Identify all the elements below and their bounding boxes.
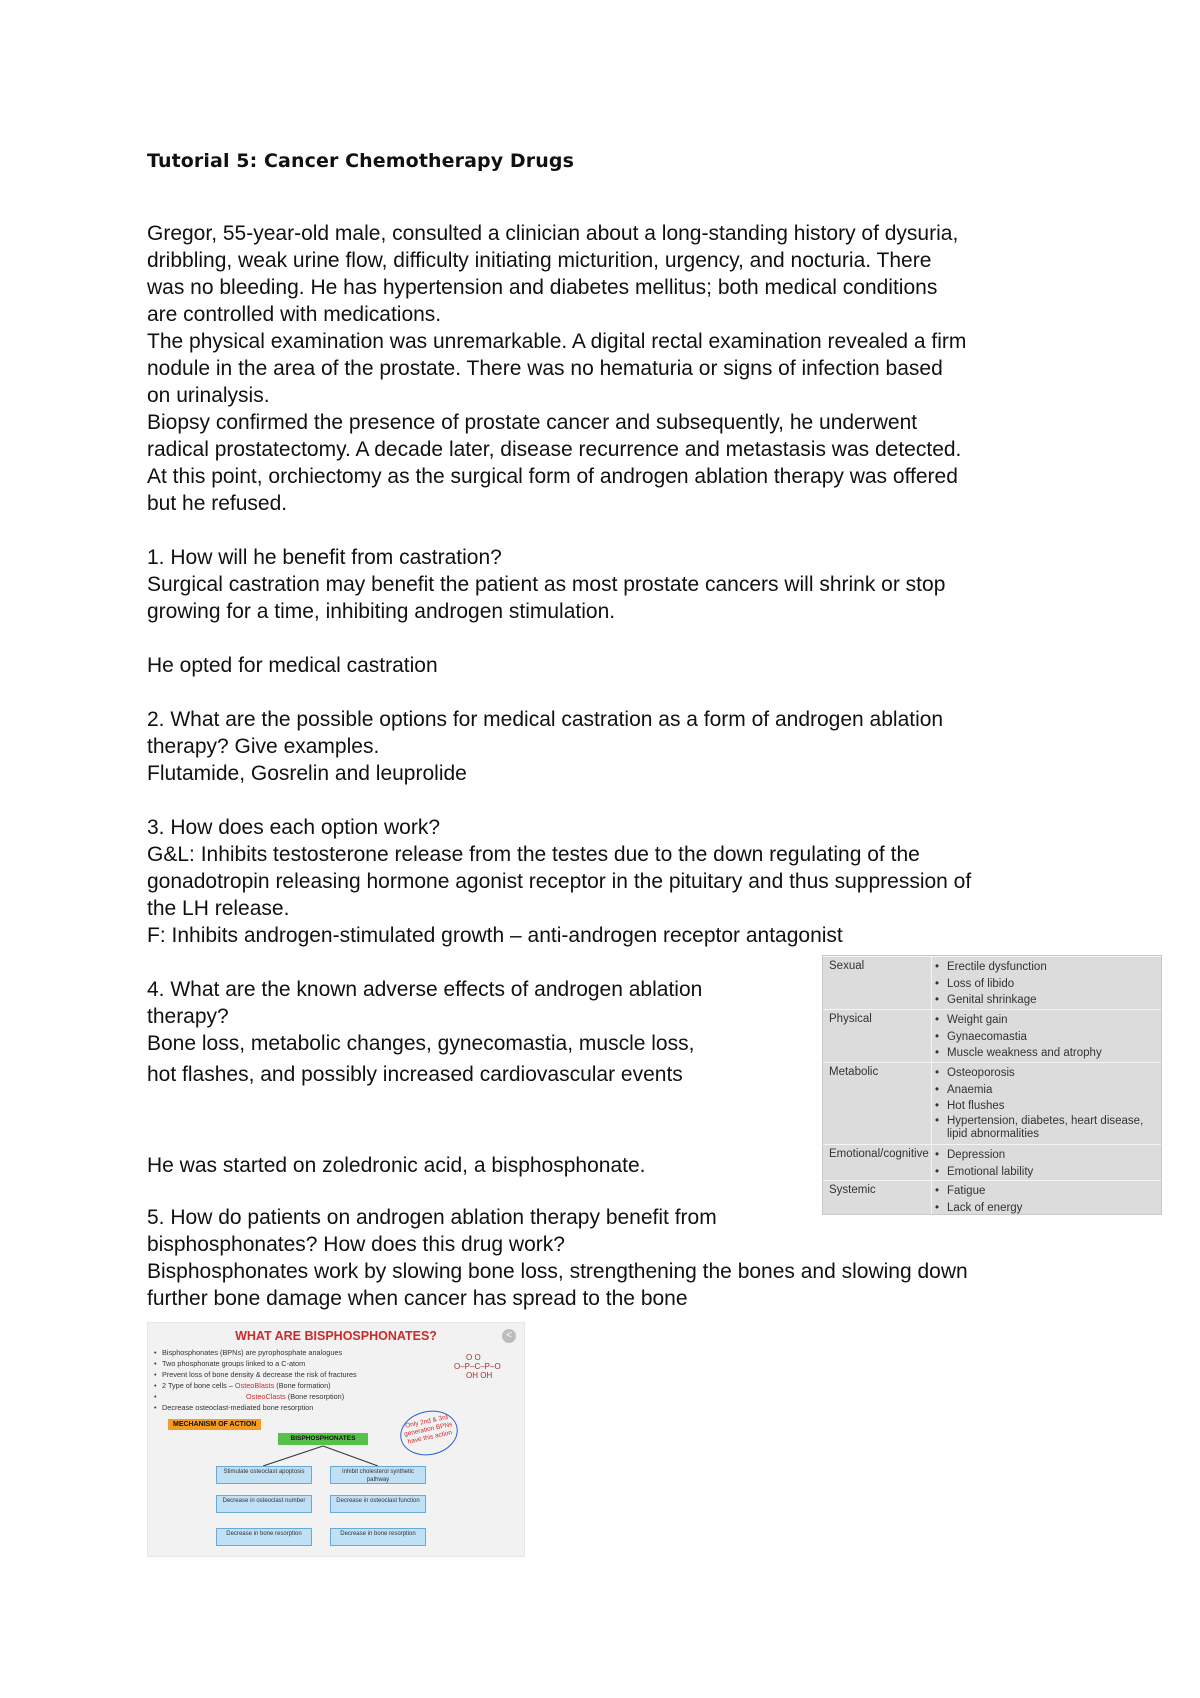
list-item: • Bisphosphonates (BPNs) are pyrophosphate analogues xyxy=(154,1347,357,1358)
list-item xyxy=(154,1380,357,1391)
case-line: Gregor, 55-year-old male, consulted a clinician about a long-standing history of dysuria, xyxy=(147,222,959,245)
flow-box: Inhibit cholesterol synthetic pathway xyxy=(330,1466,426,1484)
list-item: • Prevent loss of bone density & decrease the risk of fractures xyxy=(154,1369,357,1380)
osteoclasts-note: (Bone resorption) xyxy=(285,1392,345,1401)
answer-line: growing for a time, inhibiting androgen stimulation. xyxy=(147,600,616,623)
case-line: are controlled with medications. xyxy=(147,303,442,326)
list-item: • Two phosphonate groups linked to a C-atom xyxy=(154,1358,357,1369)
table-category: Emotional/cognitive xyxy=(829,1148,929,1160)
question-2 xyxy=(147,706,943,787)
case-line: Biopsy confirmed the presence of prostate cancer and subsequently, he underwent xyxy=(147,411,918,434)
answer-line: Flutamide, Gosrelin and leuprolide xyxy=(147,762,467,785)
bisphosphonates-slide xyxy=(147,1322,525,1557)
table-row xyxy=(823,1009,1161,1063)
list-item: • Anaemia xyxy=(935,1082,1159,1099)
list-item xyxy=(154,1391,357,1402)
list-item: • Erectile dysfunction xyxy=(935,959,1159,976)
mechanism-label: MECHANISM OF ACTION xyxy=(168,1419,261,1430)
case-line: At this point, orchiectomy as the surgical form of androgen ablation therapy was offered xyxy=(147,465,958,488)
question-line: 4. What are the known adverse effects of androgen ablation xyxy=(147,978,703,1001)
list-item: • Lack of energy xyxy=(935,1200,1159,1217)
case-line: but he refused. xyxy=(147,492,288,515)
list-item: • Loss of libido xyxy=(935,976,1159,993)
question-line: therapy? xyxy=(147,1005,229,1028)
answer-line: Bone loss, metabolic changes, gynecomastia, muscle loss, xyxy=(147,1032,695,1055)
case-line: nodule in the area of the prostate. There was no hematuria or signs of infection based xyxy=(147,357,943,380)
question-1 xyxy=(147,544,945,625)
table-items xyxy=(935,1065,1159,1141)
answer-line: Bisphosphonates work by slowing bone loss, strengthening the bones and slowing down xyxy=(147,1260,968,1283)
table-items xyxy=(935,1183,1159,1216)
case-line: radical prostatectomy. A decade later, disease recurrence and metastasis was detected. xyxy=(147,438,962,461)
question-4 xyxy=(147,976,702,1088)
osteoclasts-label: OsteoClasts xyxy=(246,1392,286,1401)
flow-box: Decrease in osteoclast number xyxy=(216,1495,312,1513)
table-category: Sexual xyxy=(829,960,865,972)
note-medical-castration xyxy=(147,652,438,679)
chevron-left-icon: < xyxy=(502,1329,516,1343)
flow-box: Decrease in bone resorption xyxy=(330,1528,426,1546)
answer-line: gonadotropin releasing hormone agonist receptor in the pituitary and thus suppression of xyxy=(147,870,972,893)
chem-line: O O xyxy=(466,1353,481,1362)
table-items xyxy=(935,1012,1159,1062)
arrow-line xyxy=(323,1446,378,1466)
slide-title: WHAT ARE BISPHOSPHONATES? xyxy=(235,1329,437,1343)
generation-bubble: Only 2nd & 3rd generation BPNs have this action xyxy=(396,1405,462,1460)
flow-box: Stimulate osteoclast apoptosis xyxy=(216,1466,312,1484)
table-row xyxy=(823,1144,1161,1181)
list-item: • Depression xyxy=(935,1147,1159,1164)
bisphosphonates-box: BISPHOSPHONATES xyxy=(278,1433,368,1445)
list-item: • Fatigue xyxy=(935,1183,1159,1200)
answer-line: hot flashes, and possibly increased cardiovascular events xyxy=(147,1063,683,1086)
chem-line: OH OH xyxy=(466,1371,493,1380)
question-line: bisphosphonates? How does this drug work? xyxy=(147,1233,565,1256)
question-3 xyxy=(147,814,971,949)
list-item: • Genital shrinkage xyxy=(935,992,1159,1009)
question-line: 5. How do patients on androgen ablation therapy benefit from xyxy=(147,1206,717,1229)
table-category: Systemic xyxy=(829,1184,876,1196)
table-items xyxy=(935,959,1159,1009)
case-paragraph xyxy=(147,220,966,517)
chemical-structure xyxy=(454,1353,501,1380)
flow-box: Decrease in bone resorption xyxy=(216,1528,312,1546)
list-item: • Weight gain xyxy=(935,1012,1159,1029)
note-zoledronic-acid xyxy=(147,1152,645,1179)
case-line: on urinalysis. xyxy=(147,384,270,407)
list-item: • Hypertension, diabetes, heart disease, lipid abnormalities xyxy=(935,1115,1159,1141)
note-line: He opted for medical castration xyxy=(147,654,438,677)
list-item: • Emotional lability xyxy=(935,1164,1159,1181)
table-row xyxy=(823,1062,1161,1145)
list-item: • Gynaecomastia xyxy=(935,1029,1159,1046)
question-5 xyxy=(147,1204,968,1312)
document-title: Tutorial 5: Cancer Chemotherapy Drugs xyxy=(147,150,574,172)
flow-box: Decrease in osteoclast function xyxy=(330,1495,426,1513)
slide-bullets xyxy=(154,1347,357,1413)
osteoblasts-label: OsteoBlasts xyxy=(234,1381,275,1390)
answer-line: further bone damage when cancer has spread to the bone xyxy=(147,1287,688,1310)
bullet-text: 2 Type of bone cells – xyxy=(162,1381,235,1390)
arrow-line xyxy=(263,1446,323,1466)
list-item: • Decrease osteoclast-mediated bone resorption xyxy=(154,1402,357,1413)
question-line: 3. How does each option work? xyxy=(147,816,441,839)
table-row xyxy=(823,956,1161,1010)
answer-line: F: Inhibits androgen-stimulated growth – anti-androgen receptor antagonist xyxy=(147,924,843,947)
chem-line: O–P–C–P–O xyxy=(454,1362,501,1371)
case-line: The physical examination was unremarkable. A digital rectal examination revealed a firm xyxy=(147,330,967,353)
table-items xyxy=(935,1147,1159,1180)
answer-line: Surgical castration may benefit the patient as most prostate cancers will shrink or stop xyxy=(147,573,946,596)
answer-line: the LH release. xyxy=(147,897,290,920)
answer-line: G&L: Inhibits testosterone release from the testes due to the down regulating of the xyxy=(147,843,920,866)
list-item: • Hot flushes xyxy=(935,1098,1159,1115)
table-row xyxy=(823,1180,1161,1215)
case-line: dribbling, weak urine flow, difficulty initiating micturition, urgency, and nocturia. There xyxy=(147,249,932,272)
table-category: Metabolic xyxy=(829,1066,879,1078)
case-line: was no bleeding. He has hypertension and diabetes mellitus; both medical conditions xyxy=(147,276,938,299)
question-line: therapy? Give examples. xyxy=(147,735,380,758)
table-category: Physical xyxy=(829,1013,872,1025)
question-line: 2. What are the possible options for medical castration as a form of androgen ablation xyxy=(147,708,944,731)
osteoblasts-note: (Bone formation) xyxy=(274,1381,331,1390)
question-line: 1. How will he benefit from castration? xyxy=(147,546,502,569)
note-line: He was started on zoledronic acid, a bisphosphonate. xyxy=(147,1154,646,1177)
adverse-effects-table xyxy=(822,955,1162,1215)
list-item: • Osteoporosis xyxy=(935,1065,1159,1082)
list-item: • Muscle weakness and atrophy xyxy=(935,1045,1159,1062)
